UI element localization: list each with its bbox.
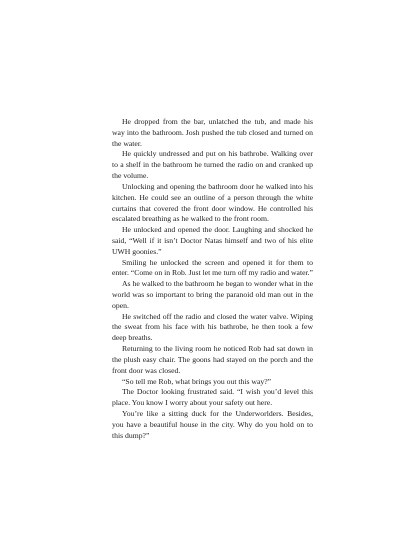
paragraph: Unlocking and opening the bathroom door he walked into his kitchen. He could see an outline of a person through the white curtains that covered the front door window. He controlled his escalated breathing as he walked to the front room. — [112, 181, 313, 224]
paragraph: Returning to the living room he noticed Rob had sat down in the plush easy chair. The goons had stayed on the porch and the front door was closed. — [112, 344, 313, 375]
paragraph: He dropped from the bar, unlatched the tub, and made his way into the bathroom. Josh pushed the tub closed and turned on the water. — [112, 117, 313, 148]
page-text-body — [112, 117, 313, 441]
paragraph: “So tell me Rob, what brings you out this way?” — [122, 376, 272, 386]
paragraph: The Doctor looking frustrated said. “I wish you’d level this place. You know I worry about your safety out here. — [112, 387, 313, 408]
paragraph: As he walked to the bathroom he began to wonder what in the world was so important to bring the paranoid old man out in the open. — [112, 279, 313, 310]
paragraph: Smiling he unlocked the screen and opened it for them to enter. “Come on in Rob. Just let me turn off my radio and water.” — [112, 257, 313, 278]
paragraph: He unlocked and opened the door. Laughing and shocked he said, “Well if it isn’t Doctor Natas himself and two of his elite UWH goonies.” — [112, 225, 313, 256]
paragraph: He switched off the radio and closed the water valve. Wiping the sweat from his face with his bathrobe, he then took a few deep breaths. — [112, 311, 313, 343]
paragraph: He quickly undressed and put on his bathrobe. Walking over to a shelf in the bathroom he turned the radio on and cranked up the volume. — [112, 149, 313, 181]
paragraph: You’re like a sitting duck for the Underworlders. Besides, you have a beautiful house in the city. Why do you hold on to this dump?” — [112, 408, 313, 440]
